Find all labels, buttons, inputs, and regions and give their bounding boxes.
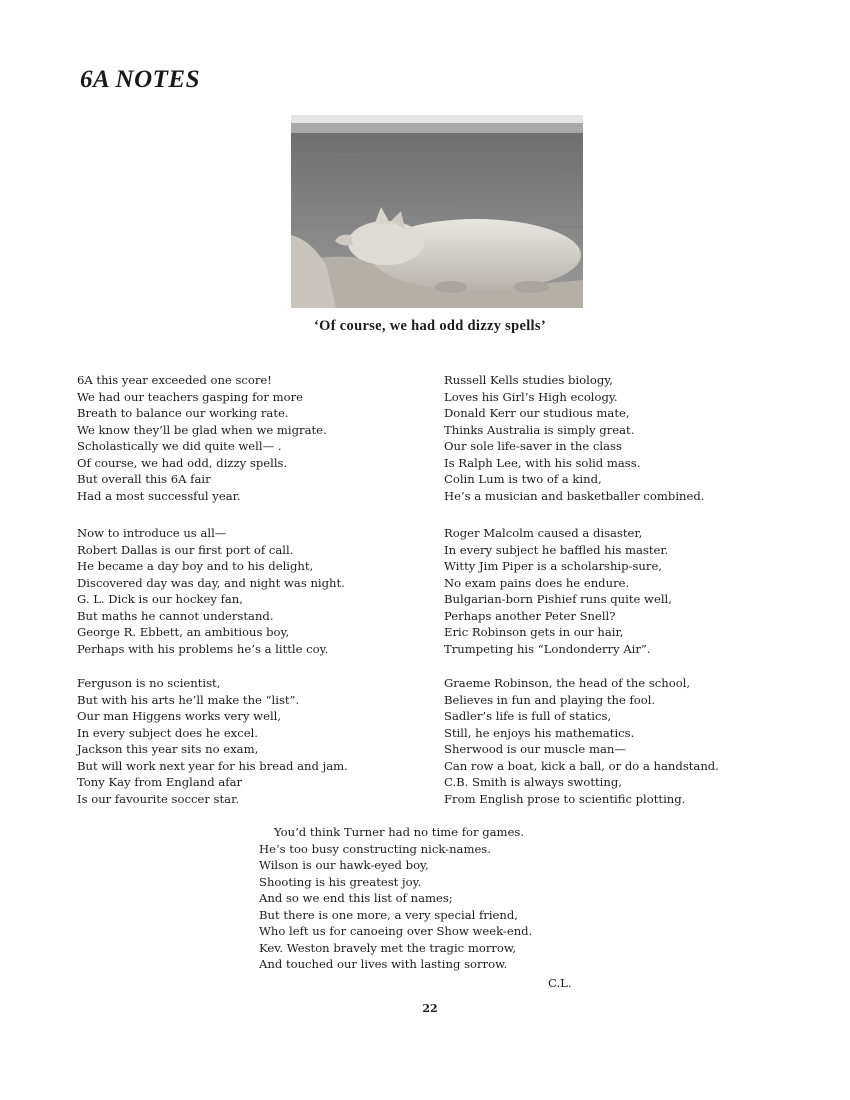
poem-line: Ferguson is no scientist, [77,676,221,690]
poem-line: Donald Kerr our studious mate, [444,406,630,420]
poem-line: And so we end this list of names; [259,891,453,905]
poem-line: We had our teachers gasping for more [77,389,303,404]
poem-line: We know they’ll be glad when we migrate. [77,422,327,437]
poem-line: Of course, we had odd, dizzy spells. [77,455,288,470]
poem-line: You’d think Turner had no time for games. [274,825,525,839]
poem-line: Robert Dallas is our first port of call. [77,542,294,557]
poem-line: He’s a musician and basketballer combined. [444,488,705,503]
poem-line: Still, he enjoys his mathematics. [444,725,635,740]
poem-line: Now to introduce us all— [77,526,227,540]
poem-line: Is our favourite soccer star. [77,791,240,806]
poem-line: Kev. Weston bravely met the tragic morrow, [259,940,517,955]
poem-stanza [444,525,672,657]
poem-line: But there is one more, a very special friend, [259,907,518,922]
poem-stanza [77,525,345,657]
poem-line: But with his arts he’ll make the “list”. [77,692,300,707]
poem-line: Graeme Robinson, the head of the school, [444,676,691,690]
poem-line: 6A this year exceeded one score! [77,373,272,387]
poem-line: Colin Lum is two of a kind, [444,472,602,486]
poem-line: Russell Kells studies biology, [444,373,613,387]
poem-line: From English prose to scientific plotting. [444,791,686,806]
poem-line: Jackson this year sits no exam, [77,742,259,756]
poem-line: Roger Malcolm caused a disaster, [444,526,643,540]
poem-line: In every subject he baffled his master. [444,542,669,557]
poem-line: Thinks Australia is simply great. [444,422,635,437]
poem-line: Trumpeting his “Londonderry Air”. [444,641,651,656]
poem-line: Perhaps another Peter Snell? [444,608,616,623]
poem-line: Loves his Girl’s High ecology. [444,389,618,404]
poem-line: Shooting is his greatest joy. [259,874,422,889]
photo-caption: ‘Of course, we had odd dizzy spells’ [314,318,546,334]
page-number: 22 [422,1002,438,1015]
poem-line: Sadler’s life is full of statics, [444,709,612,723]
poem-line: Our man Higgens works very well, [77,709,282,723]
poem-line: Tony Kay from England afar [77,775,243,789]
poem-line: Who left us for canoeing over Show week-end. [259,924,533,938]
poem-line: Can row a boat, kick a ball, or do a handstand. [444,758,719,773]
poem-line: And touched our lives with lasting sorrow. [259,957,508,971]
treeline [291,123,583,133]
pig-photo [291,115,583,308]
poem-line: George R. Ebbett, an ambitious boy, [77,625,290,639]
poem-line: But will work next year for his bread and jam. [77,758,348,773]
poem-line: Perhaps with his problems he’s a little coy. [77,641,329,656]
poem-line: Our sole life-saver in the class [444,439,622,453]
poem-line: Breath to balance our working rate. [77,406,289,420]
poem-stanza [444,372,704,504]
poem-line: C.B. Smith is always swotting, [444,775,622,789]
poem-stanza [444,675,719,807]
author-signature: C.L. [548,976,572,990]
poem-line: He’s too busy constructing nick-names. [259,841,491,856]
closing-stanza [259,824,532,973]
poem-line: Scholastically we did quite well— . [77,439,282,453]
poem-line: Sherwood is our muscle man— [444,742,626,756]
poem-line: Had a most successful year. [77,488,241,503]
poem-line: No exam pains does he endure. [444,575,630,590]
poem-line: But maths he cannot understand. [77,608,274,623]
poem-line: Is Ralph Lee, with his solid mass. [444,455,641,470]
poem-line: Witty Jim Piper is a scholarship-sure, [444,559,662,573]
poem-line: Eric Robinson gets in our hair, [444,625,624,639]
poem-line: Discovered day was day, and night was night. [77,575,345,590]
page-title: 6A NOTES [80,66,201,93]
poem-line: Bulgarian-born Pishief runs quite well, [444,592,672,606]
poem-line: But overall this 6A fair [77,472,211,486]
poem-stanza [77,675,348,807]
poem-line: In every subject does he excel. [77,725,258,740]
poem-line: He became a day boy and to his delight, [77,559,314,573]
poem-line: G. L. Dick is our hockey fan, [77,592,243,606]
poem-stanza [77,372,327,504]
poem-line: Wilson is our hawk-eyed boy, [259,858,429,872]
poem-line: Believes in fun and playing the fool. [444,692,656,707]
